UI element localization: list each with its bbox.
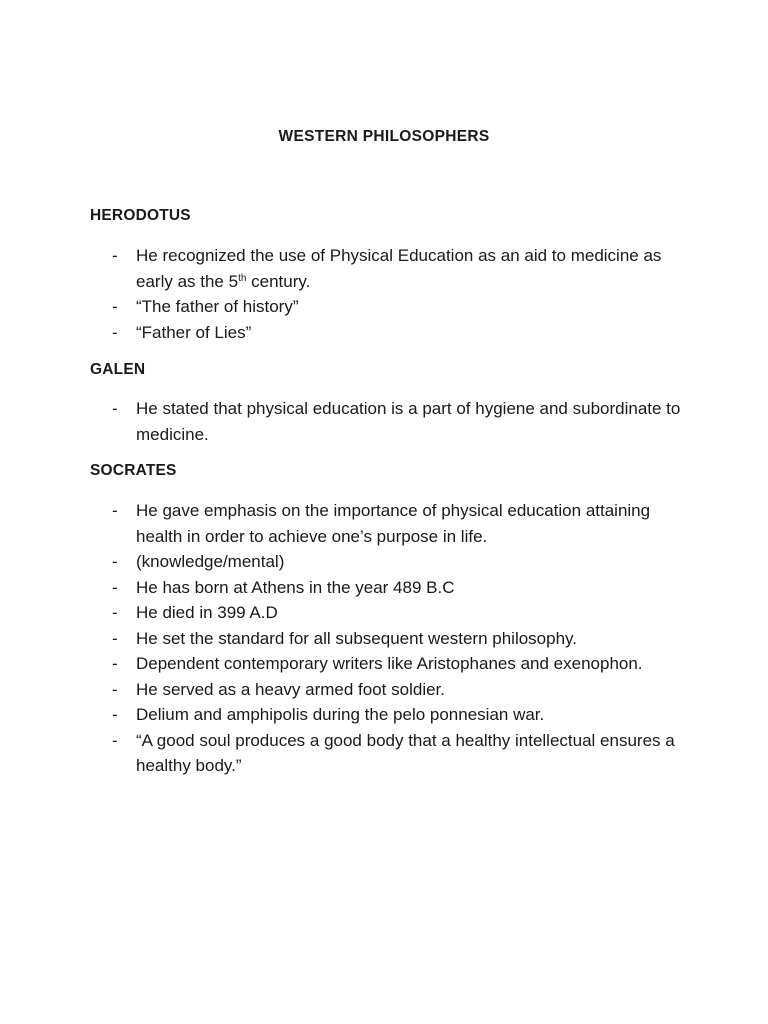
bullet-dash: - (112, 322, 118, 342)
list-item (112, 294, 682, 320)
list-item-text: He set the standard for all subsequent western philosophy. (136, 628, 578, 648)
list-item (112, 549, 682, 575)
bullet-dash: - (112, 577, 118, 597)
list-item (112, 243, 682, 294)
list-item (112, 626, 682, 652)
bullet-list-herodotus (112, 243, 682, 345)
list-item-text: He gave emphasis on the importance of physical education attaining health in order to achieve one’s purpose in life. (136, 501, 651, 546)
list-item (112, 728, 682, 779)
list-item-text: He stated that physical education is a part of hygiene and subordinate to medicine. (136, 399, 681, 444)
list-item (112, 702, 682, 728)
list-item-text: He has born at Athens in the year 489 B.C (136, 577, 455, 597)
document-title: WESTERN PHILOSOPHERS (278, 128, 490, 145)
list-item (112, 320, 682, 346)
section-heading-galen: GALEN (90, 361, 146, 378)
bullet-dash: - (112, 730, 118, 750)
bullet-dash: - (112, 705, 118, 724)
bullet-dash: - (112, 603, 118, 622)
bullet-list-galen (112, 396, 682, 447)
list-item-text: He served as a heavy armed foot soldier. (136, 679, 445, 699)
list-item (112, 651, 682, 677)
bullet-dash: - (112, 297, 118, 316)
bullet-dash: - (112, 628, 118, 648)
list-item (112, 396, 682, 447)
list-item-text: (knowledge/mental) (136, 552, 285, 571)
list-item (112, 498, 682, 549)
superscript: th (238, 272, 247, 284)
bullet-dash: - (112, 679, 118, 699)
section-heading-socrates: SOCRATES (90, 462, 177, 479)
list-item-text: “The father of history” (136, 297, 299, 316)
bullet-dash: - (112, 552, 118, 571)
bullet-dash: - (112, 654, 118, 673)
list-item-text: “A good soul produces a good body that a healthy intellectual ensures a healthy body.” (136, 730, 675, 775)
list-item (112, 600, 682, 626)
bullet-dash: - (112, 246, 118, 265)
bullet-dash: - (112, 501, 118, 520)
bullet-list-socrates (112, 498, 682, 779)
list-item-text: Dependent contemporary writers like Aristophanes and exenophon. (136, 654, 643, 673)
list-item-text: He recognized the use of Physical Education as an aid to medicine as early as the 5 (136, 246, 662, 291)
list-item (112, 677, 682, 703)
bullet-dash: - (112, 399, 118, 418)
section-heading-herodotus: HERODOTUS (90, 207, 191, 224)
list-item-text: century. (246, 271, 311, 291)
list-item (112, 575, 682, 601)
list-item-text: Delium and amphipolis during the pelo ponnesian war. (136, 705, 545, 724)
list-item-text: He died in 399 A.D (136, 603, 278, 622)
list-item-text: “Father of Lies” (136, 322, 252, 342)
